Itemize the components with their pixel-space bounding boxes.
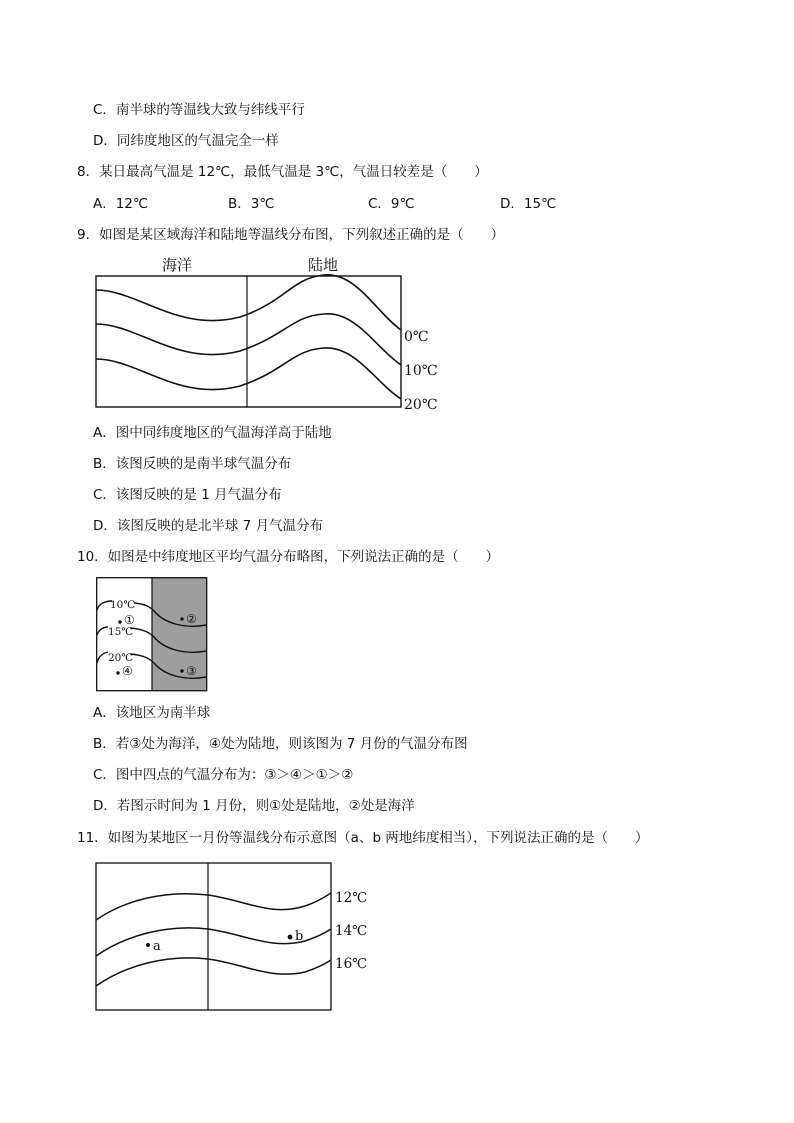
q8-option-b: B．3℃ <box>228 196 275 212</box>
q10-point-3-label: ③ <box>186 664 197 678</box>
q8-option-d: D．15℃ <box>500 196 557 212</box>
q10-isotherm-label-15: 15℃ <box>108 626 134 638</box>
q9-frame <box>96 276 401 407</box>
q11-point-a-label: a <box>153 939 161 954</box>
q8-option-a: A．12℃ <box>93 196 149 212</box>
q9-figure <box>80 250 450 420</box>
q8-stem: 8．某日最高气温是 12℃，最低气温是 3℃，气温日较差是（ ） <box>77 164 488 180</box>
q10-option-b: B．若③处为海洋，④处为陆地，则该图为 7 月份的气温分布图 <box>93 736 468 752</box>
q10-point-4-label: ④ <box>122 664 133 678</box>
q9-isotherm-label-20: 20℃ <box>404 397 438 413</box>
q11-point-a-dot <box>146 943 150 947</box>
q9-isotherm-10 <box>96 314 401 365</box>
q11-point-b-label: b <box>295 929 304 944</box>
q10-isotherm-label-10: 10℃ <box>110 599 136 611</box>
q10-option-d: D．若图示时间为 1 月份，则①处是陆地，②处是海洋 <box>93 798 415 814</box>
q10-figure <box>96 577 210 693</box>
q9-option-b: B．该图反映的是南半球气温分布 <box>93 456 292 472</box>
q9-option-a: A．图中同纬度地区的气温海洋高于陆地 <box>93 425 332 441</box>
q8-option-c: C．9℃ <box>368 196 415 212</box>
q11-figure <box>95 862 375 1014</box>
q9-ocean-label: 海洋 <box>162 256 193 274</box>
q9-stem: 9．如图是某区域海洋和陆地等温线分布图，下列叙述正确的是（ ） <box>77 227 505 243</box>
q9-land-label: 陆地 <box>308 256 339 274</box>
q10-point-1-dot <box>118 620 121 623</box>
q10-isotherm-label-20: 20℃ <box>108 652 134 664</box>
q10-point-2-dot <box>180 617 183 620</box>
q9-isotherm-label-0: 0℃ <box>404 329 429 345</box>
q10-point-1-label: ① <box>124 613 135 627</box>
q9-option-c: C．该图反映的是 1 月气温分布 <box>93 487 282 503</box>
q9-option-d: D．该图反映的是北半球 7 月气温分布 <box>93 518 324 534</box>
q11-point-b-dot <box>288 935 293 940</box>
q7-option-c: C．南半球的等温线大致与纬线平行 <box>93 102 305 118</box>
q11-isotherm-12 <box>96 893 331 920</box>
q11-isotherm-label-14: 14℃ <box>335 923 368 939</box>
q9-isotherm-label-10: 10℃ <box>404 363 438 379</box>
q11-isotherm-label-12: 12℃ <box>335 890 368 906</box>
q10-shaded-region <box>152 577 206 691</box>
q10-point-3-dot <box>180 669 183 672</box>
q11-stem: 11．如图为某地区一月份等温线分布示意图（a、b 两地纬度相当），下列说法正确的是（ ） <box>77 830 649 846</box>
q10-point-2-label: ② <box>186 612 197 626</box>
q10-stem: 10．如图是中纬度地区平均气温分布略图，下列说法正确的是（ ） <box>77 549 500 565</box>
q9-isotherm-0 <box>96 275 401 330</box>
q11-isotherm-16 <box>96 958 331 986</box>
q10-option-a: A．该地区为南半球 <box>93 705 211 721</box>
q11-isotherm-label-16: 16℃ <box>335 956 368 972</box>
q9-isotherm-20 <box>96 348 401 399</box>
q10-option-c: C．图中四点的气温分布为：③＞④＞①＞② <box>93 767 354 783</box>
q7-option-d: D．同纬度地区的气温完全一样 <box>93 133 279 149</box>
q10-point-4-dot <box>116 671 119 674</box>
